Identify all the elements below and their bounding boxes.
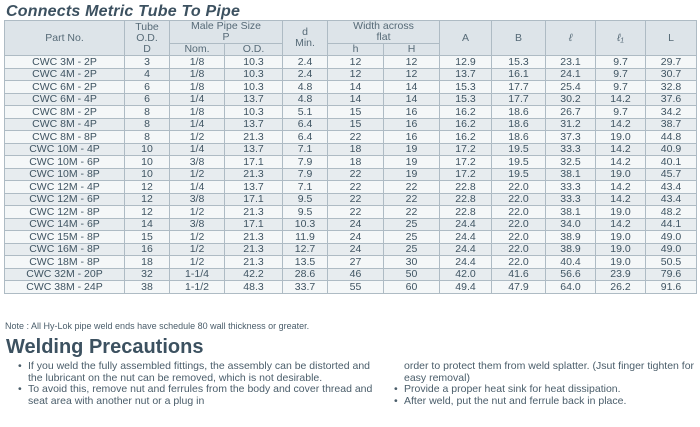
table-cell: 1/4 [170,143,225,156]
header-h-small: h [328,44,384,56]
table-cell: 23.1 [546,56,596,69]
table-cell: 14.2 [596,93,646,106]
table-cell: 1-1/2 [170,281,225,294]
table-cell: 22 [384,181,440,194]
table-cell: 30 [384,256,440,269]
table-cell: 21.3 [225,168,283,181]
table-cell: 14.2 [596,218,646,231]
table-cell: 26.2 [596,281,646,294]
header-part-no: Part No. [5,21,125,56]
page-title: Connects Metric Tube To Pipe [6,3,241,20]
table-cell: 24 [328,218,384,231]
table-cell: 14.2 [596,181,646,194]
table-cell: 25 [384,231,440,244]
table-cell: 14.2 [596,193,646,206]
table-cell: 22.0 [492,206,546,219]
table-cell: 9.7 [596,68,646,81]
table-cell: 19 [384,168,440,181]
table-cell: 1/4 [170,93,225,106]
table-cell: 1/2 [170,256,225,269]
table-row [5,56,697,69]
table-cell: 22 [328,206,384,219]
part-no-cell: CWC 32M - 20P [5,268,125,281]
table-cell: 1/2 [170,231,225,244]
table-cell: 22 [328,131,384,144]
table-cell: 1/4 [170,181,225,194]
table-cell: 15.3 [440,93,492,106]
table-cell: 25.4 [546,81,596,94]
table-cell: 22 [384,193,440,206]
table-cell: 37.3 [546,131,596,144]
table-row [5,143,697,156]
table-cell: 7.1 [283,181,328,194]
part-no-cell: CWC 8M - 8P [5,131,125,144]
table-cell: 15 [328,118,384,131]
part-no-cell: CWC 8M - 2P [5,106,125,119]
table-cell: 13.7 [225,181,283,194]
table-cell: 8 [125,118,170,131]
table-cell: 22.0 [492,231,546,244]
table-cell: 42.2 [225,268,283,281]
table-cell: 10 [125,156,170,169]
table-cell: 12 [384,68,440,81]
table-cell: 13.7 [440,68,492,81]
table-cell: 22.0 [492,218,546,231]
table-cell: 38.1 [546,206,596,219]
table-cell: 6 [125,81,170,94]
table-cell: 19 [384,156,440,169]
table-cell: 49.4 [440,281,492,294]
part-no-cell: CWC 8M - 4P [5,118,125,131]
table-cell: 9.7 [596,56,646,69]
header-b: B [492,21,546,56]
table-cell: 15 [125,231,170,244]
part-no-cell: CWC 38M - 24P [5,281,125,294]
table-cell: 40.1 [646,156,697,169]
table-cell: 1/2 [170,131,225,144]
table-cell: 22.8 [440,206,492,219]
table-cell: 18 [125,256,170,269]
table-cell: 12.9 [440,56,492,69]
table-cell: 10.3 [283,218,328,231]
table-cell: 43.4 [646,181,697,194]
table-cell: 12 [328,68,384,81]
table-cell: 7.1 [283,143,328,156]
table-row [5,68,697,81]
table-cell: 14.2 [596,156,646,169]
part-no-cell: CWC 12M - 6P [5,193,125,206]
table-cell: 42.0 [440,268,492,281]
table-cell: 31.2 [546,118,596,131]
table-cell: 38 [125,281,170,294]
table-row [5,243,697,256]
table-cell: 29.7 [646,56,697,69]
table-cell: 24.1 [546,68,596,81]
table-row [5,156,697,169]
header-tube-od: Tube O.D. D [125,21,170,56]
table-cell: 13.5 [283,256,328,269]
table-cell: 48.3 [225,281,283,294]
table-cell: 21.3 [225,243,283,256]
table-cell: 56.6 [546,268,596,281]
table-cell: 48.2 [646,206,697,219]
table-cell: 26.7 [546,106,596,119]
welding-list-right [394,384,694,407]
table-row [5,256,697,269]
table-cell: 44.1 [646,218,697,231]
table-cell: 22 [384,206,440,219]
table-cell: 55 [328,281,384,294]
table-cell: 14.2 [596,143,646,156]
table-cell: 14 [384,81,440,94]
header-width-across-flat: Width across flat [328,21,440,44]
table-cell: 13.7 [225,118,283,131]
table-cell: 22.8 [440,193,492,206]
table-cell: 32 [125,268,170,281]
table-cell: 27 [328,256,384,269]
welding-precautions-title: Welding Precautions [6,336,204,358]
table-cell: 25 [384,218,440,231]
table-cell: 50.5 [646,256,697,269]
table-cell: 17.1 [225,193,283,206]
header-l-small: ℓ [546,21,596,56]
table-cell: 30.2 [546,93,596,106]
table-cell: 18.6 [492,106,546,119]
table-cell: 32.5 [546,156,596,169]
table-cell: 1/2 [170,206,225,219]
table-cell: 17.7 [492,81,546,94]
welding-bullet-1: • If you weld the fully assembled fittings, the assembly can be distorted and the lubricant on the nut can be removed, which is not desirable. [18,361,378,384]
table-cell: 12 [328,56,384,69]
table-cell: 19.0 [596,131,646,144]
table-cell: 37.6 [646,93,697,106]
table-cell: 9.7 [596,106,646,119]
table-row [5,193,697,206]
header-l1: ℓ₁ [596,21,646,56]
table-cell: 8 [125,106,170,119]
table-cell: 3/8 [170,193,225,206]
table-cell: 24.4 [440,256,492,269]
table-cell: 24.4 [440,218,492,231]
part-no-cell: CWC 10M - 6P [5,156,125,169]
table-cell: 79.6 [646,268,697,281]
table-cell: 16.2 [440,118,492,131]
table-cell: 1/4 [170,118,225,131]
table-cell: 1/8 [170,68,225,81]
table-cell: 49.0 [646,231,697,244]
part-no-cell: CWC 10M - 8P [5,168,125,181]
table-cell: 21.3 [225,131,283,144]
table-cell: 15.3 [440,81,492,94]
table-cell: 24 [328,231,384,244]
table-cell: 19.0 [596,243,646,256]
table-cell: 43.4 [646,193,697,206]
table-cell: 64.0 [546,281,596,294]
table-cell: 22.0 [492,243,546,256]
table-cell: 9.5 [283,193,328,206]
table-cell: 18.6 [492,131,546,144]
table-row [5,93,697,106]
table-cell: 1-1/4 [170,268,225,281]
table-cell: 16 [125,243,170,256]
table-cell: 60 [384,281,440,294]
table-cell: 44.8 [646,131,697,144]
table-cell: 16 [384,131,440,144]
table-cell: 11.9 [283,231,328,244]
table-cell: 22.8 [440,181,492,194]
table-cell: 45.7 [646,168,697,181]
table-cell: 13.7 [225,93,283,106]
table-cell: 1/8 [170,106,225,119]
table-cell: 33.7 [283,281,328,294]
table-cell: 14 [328,93,384,106]
table-cell: 22.0 [492,193,546,206]
table-cell: 19.5 [492,156,546,169]
part-no-cell: CWC 18M - 8P [5,256,125,269]
table-cell: 19.0 [596,231,646,244]
table-cell: 10.3 [225,56,283,69]
welding-bullet-4: • After weld, put the nut and ferrule back in place. [394,396,694,408]
table-cell: 25 [384,243,440,256]
table-cell: 17.2 [440,143,492,156]
table-cell: 38.9 [546,243,596,256]
table-row [5,131,697,144]
table-cell: 10 [125,143,170,156]
header-nom: Nom. [170,44,225,56]
table-cell: 10.3 [225,106,283,119]
table-row [5,268,697,281]
header-male-pipe: Male Pipe Size P [170,21,283,44]
table-cell: 21.3 [225,206,283,219]
header-h-big: H [384,44,440,56]
table-cell: 41.6 [492,268,546,281]
table-cell: 34.0 [546,218,596,231]
table-cell: 49.0 [646,243,697,256]
table-cell: 12.7 [283,243,328,256]
table-cell: 12 [384,56,440,69]
table-cell: 16 [384,118,440,131]
table-cell: 19.5 [492,168,546,181]
table-cell: 4.8 [283,93,328,106]
table-cell: 17.1 [225,156,283,169]
table-cell: 18.6 [492,118,546,131]
table-cell: 16.2 [440,131,492,144]
table-cell: 2.4 [283,68,328,81]
table-cell: 22 [328,181,384,194]
header-d-min: d Min. [283,21,328,56]
table-cell: 9.5 [283,206,328,219]
table-cell: 32.8 [646,81,697,94]
table-cell: 40.4 [546,256,596,269]
table-cell: 12 [125,193,170,206]
table-row [5,206,697,219]
table-cell: 14 [125,218,170,231]
table-cell: 17.7 [492,93,546,106]
table-cell: 33.3 [546,143,596,156]
table-row [5,81,697,94]
table-row [5,231,697,244]
table-cell: 19.0 [596,206,646,219]
table-cell: 23.9 [596,268,646,281]
table-cell: 10.3 [225,68,283,81]
part-no-cell: CWC 16M - 8P [5,243,125,256]
table-cell: 17.1 [225,218,283,231]
welding-bullet-2: • To avoid this, remove nut and ferrules from the body and cover thread and seat area with another nut or a plug in [18,384,378,407]
table-cell: 50 [384,268,440,281]
table-cell: 16.1 [492,68,546,81]
table-cell: 19.0 [596,256,646,269]
table-cell: 19.0 [596,168,646,181]
table-cell: 1/2 [170,243,225,256]
table-cell: 38.9 [546,231,596,244]
table-cell: 1/2 [170,168,225,181]
table-cell: 1/8 [170,81,225,94]
table-row [5,281,697,294]
table-cell: 46 [328,268,384,281]
part-no-cell: CWC 10M - 4P [5,143,125,156]
table-cell: 6.4 [283,131,328,144]
table-cell: 3/8 [170,218,225,231]
header-a: A [440,21,492,56]
table-cell: 22.0 [492,181,546,194]
table-cell: 4 [125,68,170,81]
table-cell: 18 [328,156,384,169]
table-cell: 1/8 [170,56,225,69]
table-cell: 47.9 [492,281,546,294]
table-cell: 16 [384,106,440,119]
table-cell: 34.2 [646,106,697,119]
part-no-cell: CWC 4M - 2P [5,68,125,81]
welding-bullet-3: • Provide a proper heat sink for heat dissipation. [394,384,694,396]
table-cell: 16.2 [440,106,492,119]
welding-bullet-2-continued: order to protect them from weld splatter. (Jsut finger tighten for easy removal) [404,360,695,384]
table-cell: 24.4 [440,243,492,256]
table-cell: 12 [125,181,170,194]
table-cell: 40.9 [646,143,697,156]
table-cell: 24 [328,243,384,256]
welding-list-left [18,361,378,407]
table-cell: 22 [328,193,384,206]
table-cell: 38.1 [546,168,596,181]
part-no-cell: CWC 6M - 4P [5,93,125,106]
table-cell: 7.9 [283,168,328,181]
table-cell: 18 [328,143,384,156]
table-cell: 21.3 [225,231,283,244]
table-cell: 28.6 [283,268,328,281]
table-cell: 14 [328,81,384,94]
table-cell: 12 [125,206,170,219]
table-cell: 13.7 [225,143,283,156]
table-cell: 2.4 [283,56,328,69]
part-no-cell: CWC 6M - 2P [5,81,125,94]
table-cell: 6 [125,93,170,106]
table-cell: 15.3 [492,56,546,69]
table-cell: 9.7 [596,81,646,94]
table-cell: 21.3 [225,256,283,269]
table-row [5,106,697,119]
table-cell: 14.2 [596,118,646,131]
table-row [5,118,697,131]
part-no-cell: CWC 12M - 4P [5,181,125,194]
header-od: O.D. [225,44,283,56]
table-cell: 19 [384,143,440,156]
table-row [5,181,697,194]
table-cell: 30.7 [646,68,697,81]
table-cell: 15 [328,106,384,119]
table-cell: 14 [384,93,440,106]
table-cell: 3 [125,56,170,69]
part-no-cell: CWC 14M - 6P [5,218,125,231]
table-cell: 33.3 [546,193,596,206]
table-cell: 4.8 [283,81,328,94]
part-no-cell: CWC 3M - 2P [5,56,125,69]
table-cell: 17.2 [440,168,492,181]
table-cell: 19.5 [492,143,546,156]
table-cell: 7.9 [283,156,328,169]
table-cell: 6.4 [283,118,328,131]
table-cell: 10.3 [225,81,283,94]
table-cell: 5.1 [283,106,328,119]
table-row [5,218,697,231]
header-l-big: L [646,21,697,56]
part-no-cell: CWC 12M - 8P [5,206,125,219]
table-cell: 17.2 [440,156,492,169]
table-cell: 33.3 [546,181,596,194]
table-cell: 10 [125,168,170,181]
table-row [5,168,697,181]
table-cell: 91.6 [646,281,697,294]
table-cell: 22 [328,168,384,181]
spec-table [4,20,697,294]
table-cell: 38.7 [646,118,697,131]
table-cell: 8 [125,131,170,144]
table-cell: 24.4 [440,231,492,244]
table-note: Note : All Hy-Lok pipe weld ends have schedule 80 wall thickness or greater. [5,321,310,331]
table-cell: 3/8 [170,156,225,169]
part-no-cell: CWC 15M - 8P [5,231,125,244]
table-cell: 22.0 [492,256,546,269]
